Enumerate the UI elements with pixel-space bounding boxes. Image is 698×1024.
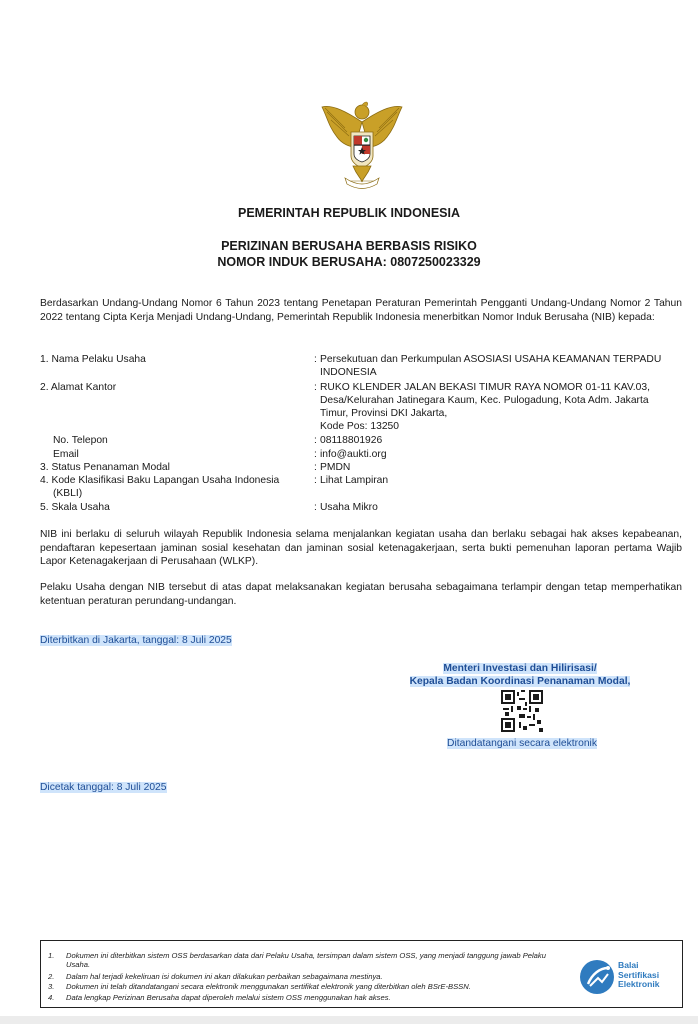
status-value: PMDN	[320, 462, 351, 473]
signed-text: Ditandatangani secara elektronik	[447, 738, 597, 749]
signed-electronically	[440, 738, 604, 749]
validity-paragraph: NIB ini berlaku di seluruh wilayah Republik Indonesia selama menjalankan kegiatan usaha dan berlaku sebagai hak akses kepabeanan, pendaftaran kepesertaan jaminan sosial kesehatan dan jaminan sosial ketenagakerjaan, serta bukti pemenuhan laporan pertama Wajib Lapor Ketenagakerjaan di Perusahaan (WLKP).	[40, 529, 682, 567]
minister-line-2-text: Kepala Badan Koordinasi Penanaman Modal,	[409, 676, 631, 687]
bsre-label	[618, 961, 660, 990]
minister-title	[400, 662, 640, 688]
skala-label: 5. Skala Usaha	[40, 502, 110, 513]
email-colon: :	[314, 449, 317, 460]
status-colon: :	[314, 462, 317, 473]
note-text-1: Dokumen ini diterbitkan sistem OSS berdasarkan data dari Pelaku Usaha, tersimpan dalam sistem OSS, yang menjadi tanggung jawab Pelaku Usaha.	[66, 951, 546, 969]
nama-label: 1. Nama Pelaku Usaha	[40, 354, 146, 365]
bottom-strip	[0, 1016, 698, 1024]
garuda-emblem-icon	[317, 92, 407, 192]
minister-line-2	[400, 675, 640, 688]
telepon-colon: :	[314, 435, 317, 446]
nama-value: Persekutuan dan Perkumpulan ASOSIASI USAHA KEAMANAN TERPADU INDONESIA	[320, 354, 662, 378]
note-text-4: Data lengkap Perizinan Berusaha dapat diperoleh melalui sistem OSS menggunakan hak akses.	[66, 993, 391, 1002]
skala-value: Usaha Mikro	[320, 502, 378, 513]
minister-line-1	[400, 662, 640, 675]
note-text-2: Dalam hal terjadi kekeliruan isi dokumen ini akan dilakukan perbaikan sebagaimana mestinya.	[66, 972, 383, 981]
telepon-label: No. Telepon	[53, 435, 108, 446]
bsre-line-3: Elektronik	[618, 979, 660, 989]
email-label: Email	[53, 449, 79, 460]
nama-colon: :	[314, 354, 317, 365]
minister-line-1-text: Menteri Investasi dan Hilirisasi/	[443, 663, 597, 674]
bsre-line-1: Balai	[618, 960, 639, 970]
kbli-colon: :	[314, 475, 317, 486]
bsre-line-2: Sertifikasi	[618, 969, 660, 980]
alamat-colon: :	[314, 382, 317, 393]
alamat-label: 2. Alamat Kantor	[40, 382, 117, 393]
title-line-1: PERIZINAN BERUSAHA BERBASIS RISIKO	[221, 239, 477, 253]
kbli-label: 4. Kode Klasifikasi Baku Lapangan Usaha Indonesia	[40, 475, 280, 486]
note-num-2: 2.	[48, 972, 55, 981]
government-heading: PEMERINTAH REPUBLIK INDONESIA	[237, 206, 460, 220]
kbli-label-abbr: (KBLI)	[53, 488, 83, 499]
kodepos-value: Kode Pos: 13250	[320, 421, 400, 432]
permission-paragraph: Pelaku Usaha dengan NIB tersebut di atas dapat melaksanakan kegiatan berusaha sebagaimana terlampir dengan tetap memperhatikan ketentuan peraturan perundang-undangan.	[40, 582, 682, 607]
document-title	[0, 238, 698, 270]
telepon-value: 08118801926	[320, 435, 383, 446]
intro-paragraph: Berdasarkan Undang-Undang Nomor 6 Tahun 2023 tentang Penetapan Peraturan Pemerintah Pengganti Undang-Undang Nomor 2 Tahun 2022 tentang Cipta Kerja Menjadi Undang-Undang, Pemerintah Republik Indonesia menerbitkan Nomor Induk Berusaha (NIB) kepada:	[40, 298, 682, 323]
bsre-logo-icon	[578, 958, 616, 996]
status-label: 3. Status Penanaman Modal	[40, 462, 170, 473]
alamat-value: RUKO KLENDER JALAN BEKASI TIMUR RAYA NOMOR 01-11 KAV.03, Desa/Kelurahan Jatinegara Kaum, Kec. Pulogadung, Kota Adm. Jakarta Timur, Provinsi DKI Jakarta,	[320, 382, 650, 419]
issued-date	[40, 635, 232, 646]
note-num-3: 3.	[48, 982, 55, 991]
skala-colon: :	[314, 502, 317, 513]
note-num-4: 4.	[48, 993, 55, 1002]
qr-code-icon	[501, 690, 543, 732]
note-text-3: Dokumen ini telah ditandatangani secara elektronik menggunakan sertifikat elektronik yang diterbitkan oleh BSrE-BSSN.	[66, 982, 471, 991]
email-value: info@aukti.org	[320, 449, 387, 460]
kbli-value: Lihat Lampiran	[320, 475, 389, 486]
title-line-2: NOMOR INDUK BERUSAHA: 0807250023329	[217, 255, 481, 269]
issued-date-text: Diterbitkan di Jakarta, tanggal: 8 Juli 2025	[40, 635, 232, 646]
printed-date-text: Dicetak tanggal: 8 Juli 2025	[40, 782, 167, 793]
printed-date	[40, 782, 167, 793]
note-num-1: 1.	[48, 951, 55, 960]
